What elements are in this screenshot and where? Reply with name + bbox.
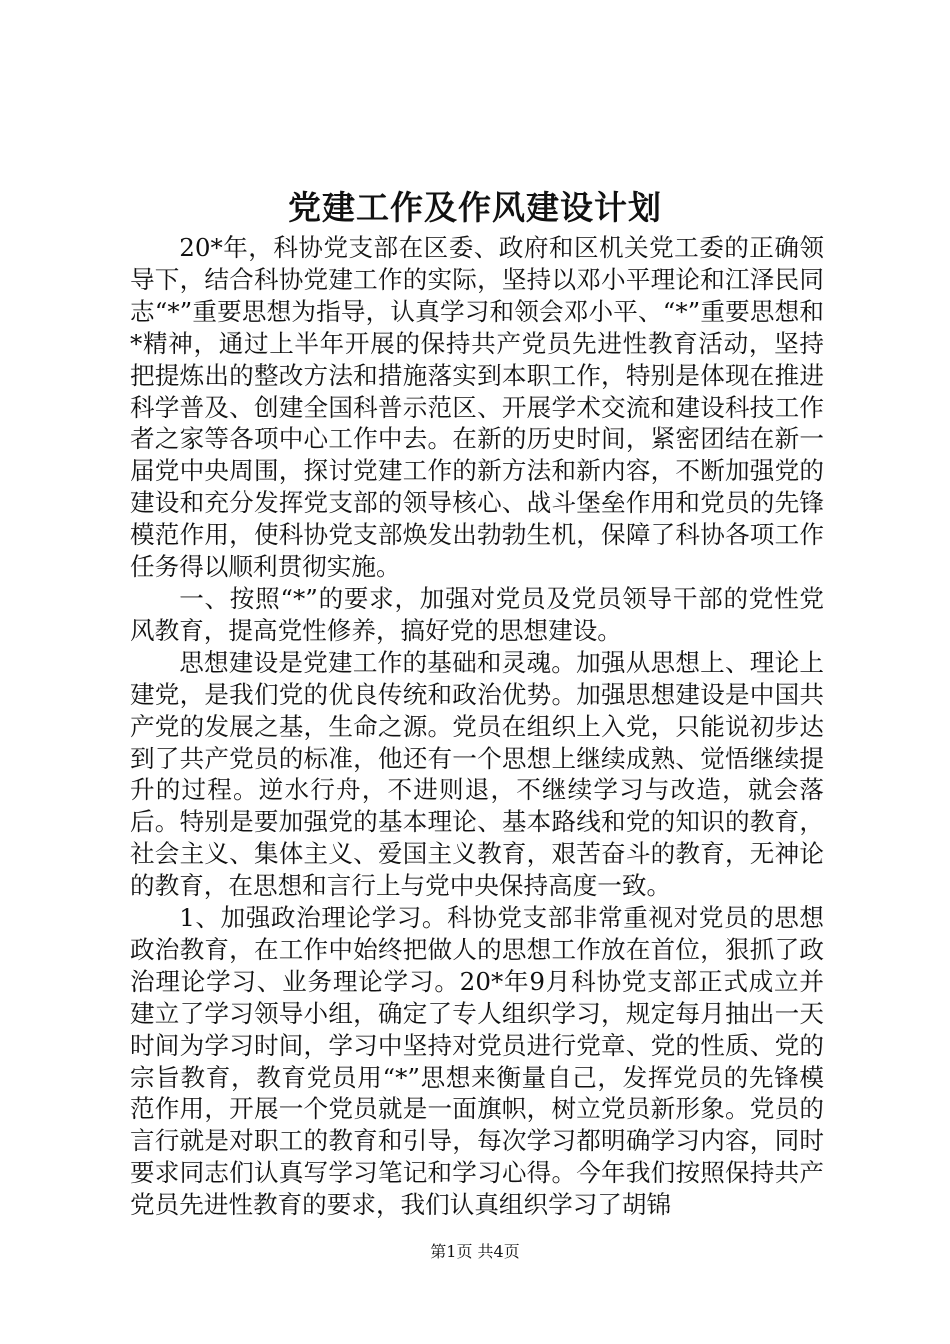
paragraph-political-theory-study: 1、加强政治理论学习。科协党支部非常重视对党员的思想政治教育，在工作中始终把做人的思想工作放在首位，狠抓了政治理论学习、业务理论学习。20*年9月科协党支部正式成立并建立了学习领导小组，确定了专人组织学习，规定每月抽出一天时间为学习时间，学习中坚持对党员进行党章、党的性质、党的宗旨教育，教育党员用“*”思想来衡量自己，发挥党员的先锋模范作用，开展一个党员就是一面旗帜，树立党员新形象。党员的言行就是对职工的教育和引导，每次学习都明确学习内容，同时要求同志们认真写学习笔记和学习心得。今年我们按照保持共产党员先进性教育的要求，我们认真组织学习了胡锦 <box>130 903 824 1220</box>
paragraph-ideological-building: 思想建设是党建工作的基础和灵魂。加强从思想上、理论上建党，是我们党的优良传统和政治优势。加强思想建设是中国共产党的发展之基，生命之源。党员在组织上入党，只能说初步达到了共产党员的标准，他还有一个思想上继续成熟、觉悟继续提升的过程。逆水行舟，不进则退，不继续学习与改造，就会落后。特别是要加强党的基本理论、基本路线和党的知识的教育，社会主义、集体主义、爱国主义教育，艰苦奋斗的教育，无神论的教育，在思想和言行上与党中央保持高度一致。 <box>130 647 824 901</box>
paragraph-intro: 20*年，科协党支部在区委、政府和区机关党工委的正确领导下，结合科协党建工作的实际，坚持以邓小平理论和江泽民同志“*”重要思想为指导，认真学习和领会邓小平、“*”重要思想和*精神，通过上半年开展的保持共产党员先进性教育活动，坚持把提炼出的整改方法和措施落实到本职工作，特别是体现在推进科学普及、创建全国科普示范区、开展学术交流和建设科技工作者之家等各项中心工作中去。在新的历史时间，紧密团结在新一届党中央周围，探讨党建工作的新方法和新内容，不断加强党的建设和充分发挥党支部的领导核心、战斗堡垒作用和党员的先锋模范作用，使科协党支部焕发出勃勃生机，保障了科协各项工作任务得以顺利贯彻实施。 <box>130 233 824 582</box>
page-number-footer: 第1页 共4页 <box>430 1242 520 1261</box>
paragraph-section-one-heading: 一、按照“*”的要求，加强对党员及党员领导干部的党性党风教育，提高党性修养，搞好党的思想建设。 <box>130 583 824 645</box>
document-title: 党建工作及作风建设计划 <box>288 188 662 227</box>
document-body <box>130 232 824 1221</box>
